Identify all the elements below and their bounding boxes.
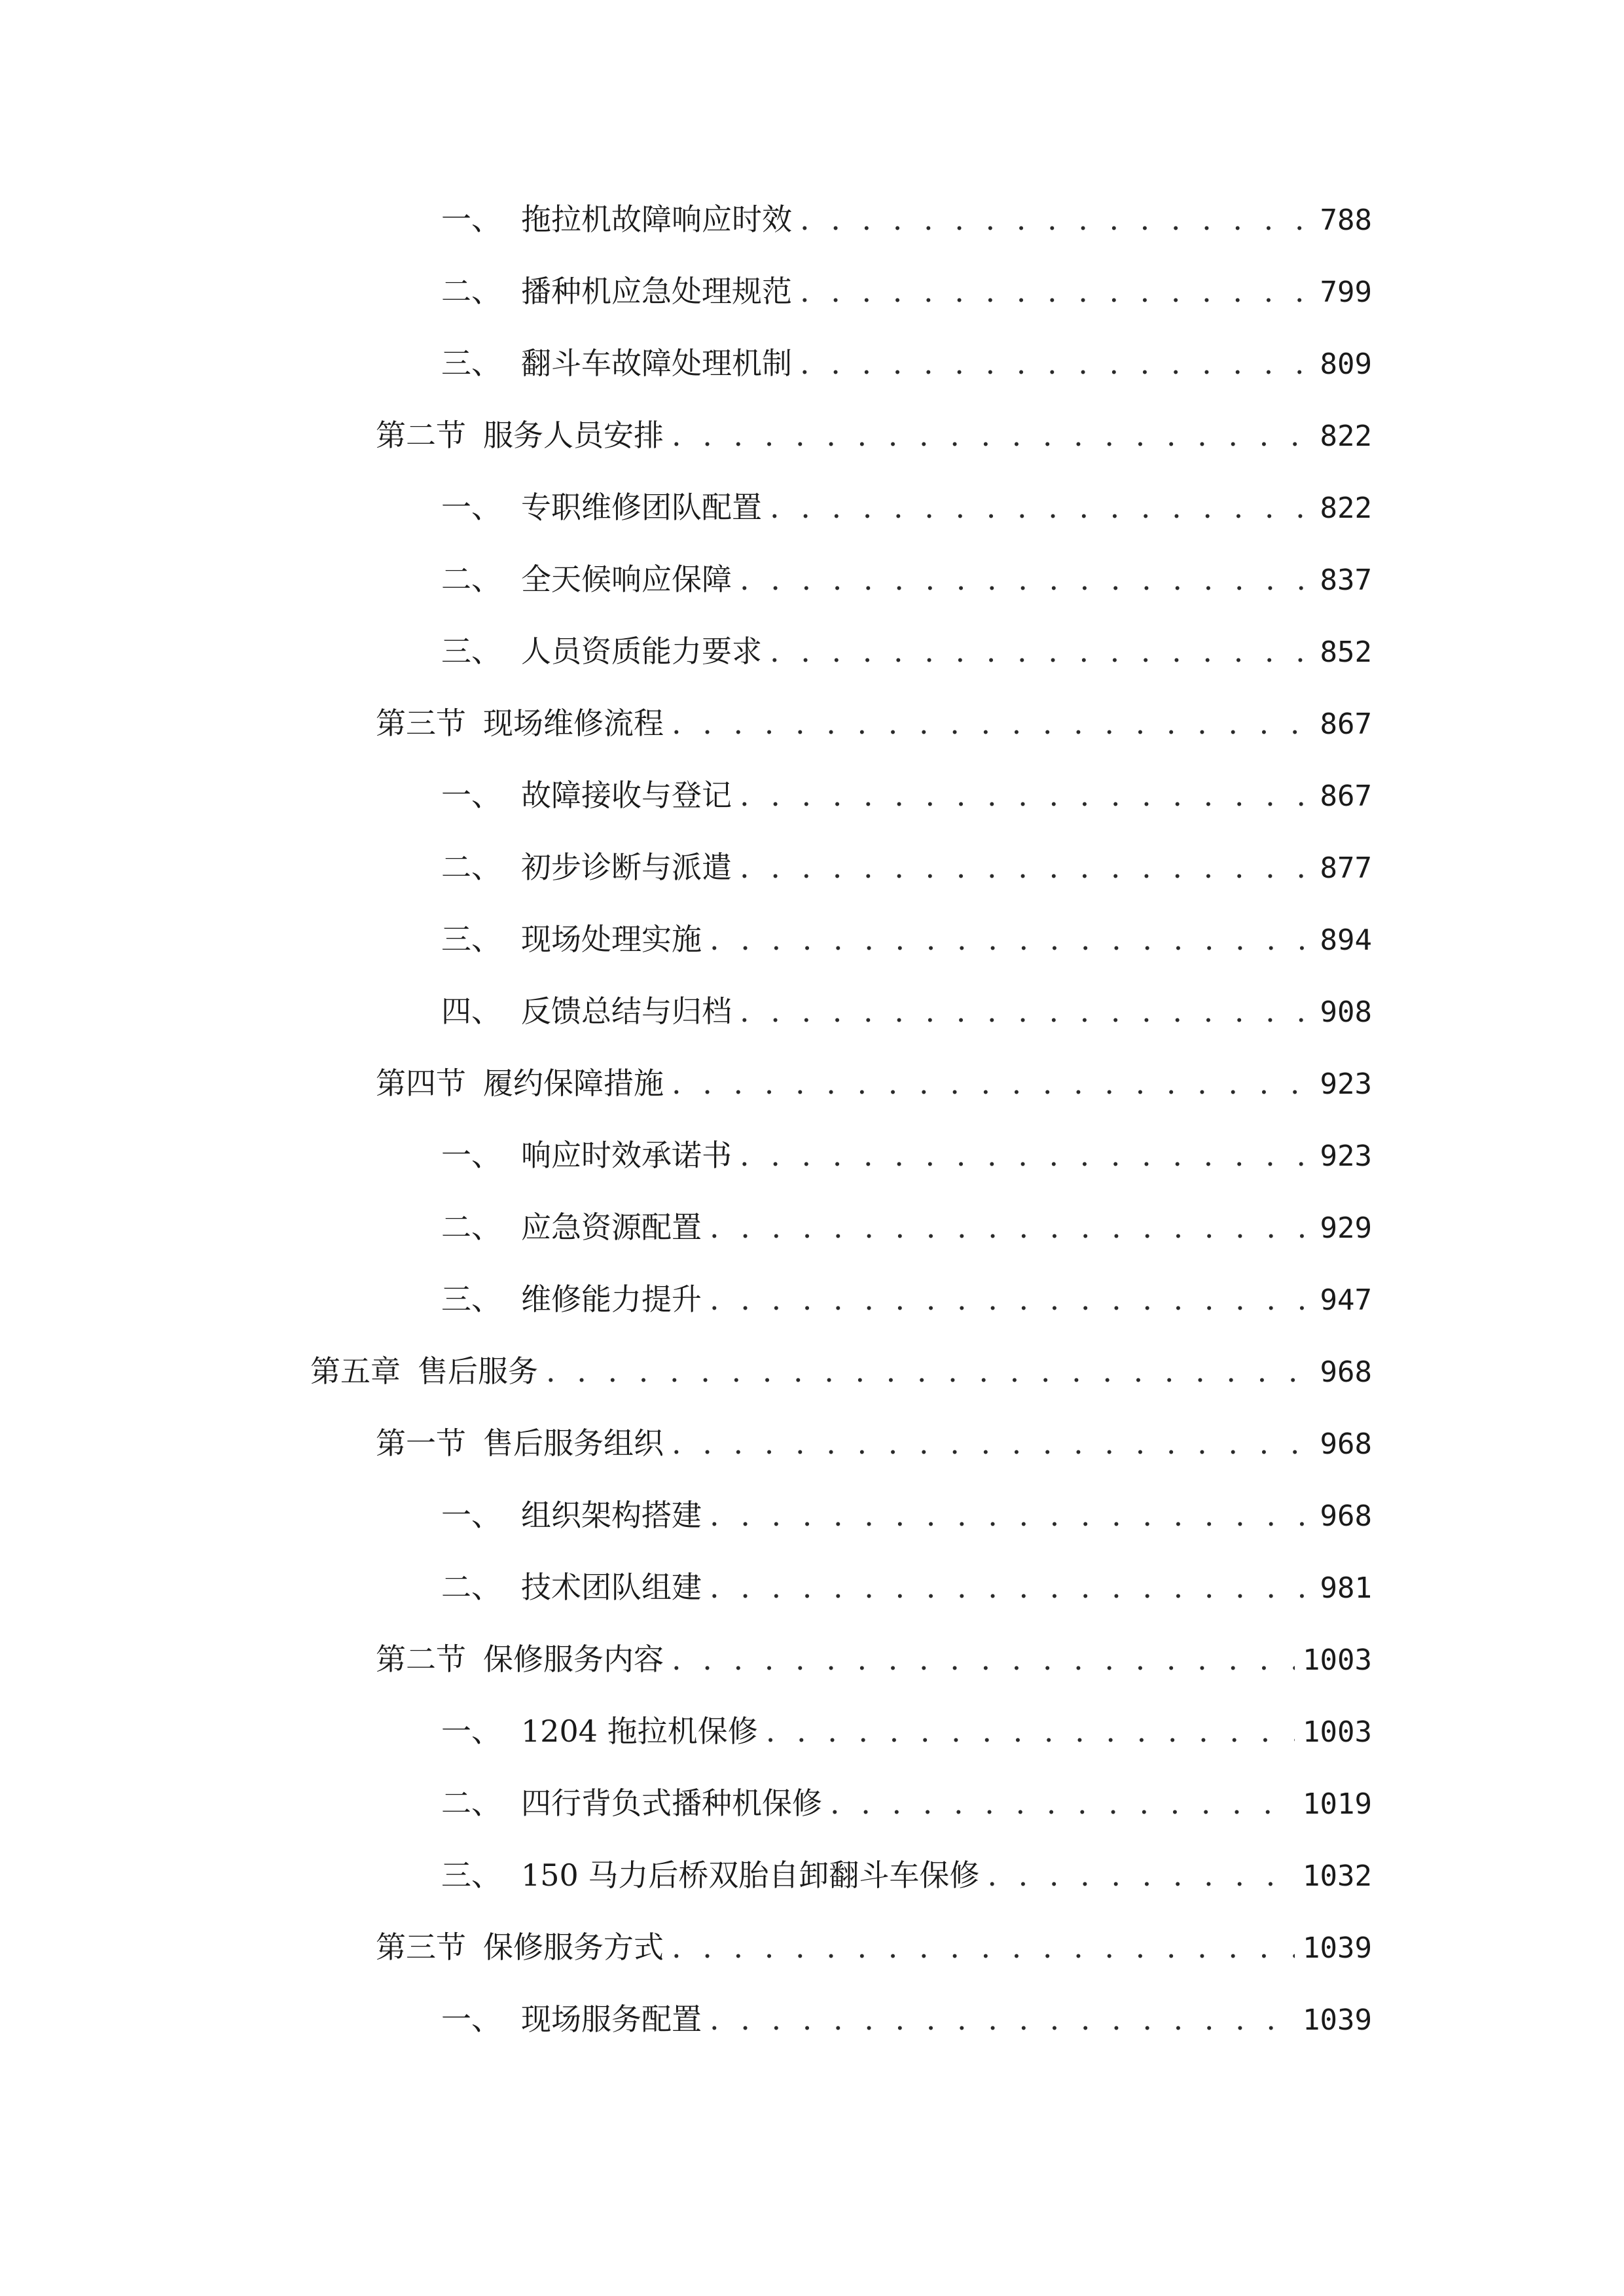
- toc-entry-title: 组织架构搭建: [521, 1498, 702, 1533]
- toc-entry-title: 售后服务组织: [483, 1426, 664, 1461]
- toc-entry[interactable]: [441, 1201, 1372, 1253]
- toc-entry-page: 1032: [1303, 1859, 1372, 1893]
- toc-entry-page: 894: [1320, 924, 1372, 957]
- toc-entry-title: 全天候响应保障: [521, 562, 732, 597]
- toc-entry-number: 二、: [441, 1785, 501, 1821]
- toc-dot-leader: [740, 1129, 1312, 1181]
- toc-entry[interactable]: [441, 913, 1372, 965]
- toc-entry-title: 售后服务: [418, 1354, 538, 1389]
- toc-entry[interactable]: [441, 1849, 1372, 1901]
- toc-entry-number: 一、: [441, 202, 501, 237]
- toc-entry-page: 968: [1320, 1499, 1372, 1533]
- toc-entry[interactable]: [441, 1705, 1372, 1757]
- toc-entry-number: 第三节: [376, 706, 466, 741]
- toc-dot-leader: [740, 985, 1312, 1037]
- toc-dot-leader: [770, 481, 1312, 533]
- toc-entry-page: 788: [1320, 204, 1372, 237]
- toc-entry[interactable]: [441, 841, 1372, 893]
- toc-entry[interactable]: [441, 985, 1372, 1037]
- toc-dot-leader: [800, 337, 1312, 389]
- toc-entry-title: 1204 拖拉机保修: [521, 1713, 758, 1749]
- toc-entry-title: 专职维修团队配置: [521, 490, 762, 525]
- toc-dot-leader: [672, 409, 1312, 461]
- toc-entry-title: 故障接收与登记: [521, 778, 732, 813]
- toc-entry-page: 1039: [1303, 1931, 1372, 1965]
- toc-entry-title: 翻斗车故障处理机制: [521, 346, 792, 381]
- toc-entry-number: 一、: [441, 1498, 501, 1533]
- toc-entry-page: 1003: [1303, 1643, 1372, 1677]
- toc-entry-page: 822: [1320, 420, 1372, 453]
- toc-entry-number: 一、: [441, 1713, 501, 1749]
- toc-entry[interactable]: [376, 1417, 1372, 1469]
- toc-dot-leader: [672, 697, 1312, 749]
- toc-entry[interactable]: [441, 1489, 1372, 1541]
- toc-entry-title: 服务人员安排: [483, 418, 664, 453]
- toc-entry-title: 技术团队组建: [521, 1570, 702, 1605]
- toc-dot-leader: [770, 625, 1312, 677]
- toc-entry-page: 947: [1320, 1283, 1372, 1317]
- toc-entry-number: 三、: [441, 634, 501, 669]
- toc-entry-title: 150 马力后桥双胎自卸翻斗车保修: [521, 1857, 980, 1893]
- toc-dot-leader: [800, 193, 1312, 245]
- toc-entry-page: 923: [1320, 1067, 1372, 1101]
- toc-entry-title: 初步诊断与派遣: [521, 850, 732, 885]
- toc-entry-page: 809: [1320, 348, 1372, 381]
- toc-entry-title: 保修服务内容: [483, 1641, 664, 1677]
- toc-entry-number: 三、: [441, 1282, 501, 1317]
- toc-entry-page: 799: [1320, 276, 1372, 309]
- toc-entry-title: 播种机应急处理规范: [521, 274, 792, 309]
- toc-entry-title: 维修能力提升: [521, 1282, 702, 1317]
- toc-dot-leader: [710, 913, 1312, 965]
- toc-entry-page: 1019: [1303, 1787, 1372, 1821]
- toc-dot-leader: [740, 553, 1312, 605]
- toc-entry-number: 一、: [441, 778, 501, 813]
- toc-entry[interactable]: [441, 1993, 1372, 2045]
- toc-dot-leader: [546, 1345, 1312, 1397]
- toc-entry[interactable]: [376, 1921, 1372, 1973]
- toc-dot-leader: [740, 769, 1312, 821]
- toc-dot-leader: [766, 1705, 1295, 1757]
- toc-entry-number: 二、: [441, 1210, 501, 1245]
- toc-dot-leader: [710, 1993, 1295, 2045]
- toc-entry-page: 837: [1320, 564, 1372, 597]
- toc-dot-leader: [800, 265, 1312, 317]
- toc-entry[interactable]: [441, 769, 1372, 821]
- toc-entry[interactable]: [441, 1777, 1372, 1829]
- toc-entry-number: 二、: [441, 562, 501, 597]
- toc-entry[interactable]: [441, 625, 1372, 677]
- toc-entry-title: 应急资源配置: [521, 1210, 702, 1245]
- toc-entry[interactable]: [376, 1633, 1372, 1685]
- toc-dot-leader: [710, 1201, 1312, 1253]
- toc-entry-number: 四、: [441, 994, 501, 1029]
- toc-dot-leader: [710, 1273, 1312, 1325]
- toc-entry-page: 852: [1320, 636, 1372, 669]
- toc-dot-leader: [710, 1561, 1312, 1613]
- toc-entry-page: 908: [1320, 996, 1372, 1029]
- toc-entry-number: 一、: [441, 1138, 501, 1173]
- toc-entry-page: 1003: [1303, 1715, 1372, 1749]
- toc-entry-title: 四行背负式播种机保修: [521, 1785, 822, 1821]
- toc-dot-leader: [830, 1777, 1295, 1829]
- toc-entry-number: 第三节: [376, 1929, 466, 1965]
- toc-entry[interactable]: [376, 409, 1372, 461]
- toc-entry[interactable]: [441, 481, 1372, 533]
- toc-entry[interactable]: [441, 1561, 1372, 1613]
- toc-entry-page: 968: [1320, 1427, 1372, 1461]
- toc-entry-number: 一、: [441, 2001, 501, 2037]
- toc-entry-number: 第一节: [376, 1426, 466, 1461]
- toc-entry[interactable]: [441, 1129, 1372, 1181]
- toc-dot-leader: [672, 1057, 1312, 1109]
- toc-entry[interactable]: [310, 1345, 1372, 1397]
- toc-entry-page: 867: [1320, 708, 1372, 741]
- toc-entry-number: 第二节: [376, 418, 466, 453]
- toc-dot-leader: [987, 1849, 1295, 1901]
- toc-entry-number: 一、: [441, 490, 501, 525]
- toc-entry-title: 拖拉机故障响应时效: [521, 202, 792, 237]
- toc-entry-title: 反馈总结与归档: [521, 994, 732, 1029]
- toc-entry-number: 三、: [441, 922, 501, 957]
- toc-dot-leader: [672, 1921, 1295, 1973]
- toc-entry-page: 981: [1320, 1571, 1372, 1605]
- toc-entry-title: 人员资质能力要求: [521, 634, 762, 669]
- toc-entry-page: 877: [1320, 852, 1372, 885]
- toc-entry[interactable]: [441, 265, 1372, 317]
- toc-entry[interactable]: [441, 1273, 1372, 1325]
- toc-entry-number: 三、: [441, 346, 501, 381]
- toc-entry-title: 响应时效承诺书: [521, 1138, 732, 1173]
- toc-entry-number: 第四节: [376, 1066, 466, 1101]
- toc-entry-number: 二、: [441, 1570, 501, 1605]
- toc-entry[interactable]: [376, 697, 1372, 749]
- toc-entry-page: 1039: [1303, 2003, 1372, 2037]
- toc-dot-leader: [710, 1489, 1312, 1541]
- toc-entry-number: 第二节: [376, 1641, 466, 1677]
- toc-entry-title: 现场服务配置: [521, 2001, 702, 2037]
- toc-entry-title: 现场维修流程: [483, 706, 664, 741]
- toc-entry-number: 二、: [441, 274, 501, 309]
- toc-entry-page: 968: [1320, 1355, 1372, 1389]
- toc-entry-page: 867: [1320, 780, 1372, 813]
- toc-entry[interactable]: [441, 337, 1372, 389]
- toc-entry[interactable]: [441, 553, 1372, 605]
- toc-entry-title: 履约保障措施: [483, 1066, 664, 1101]
- toc-entry-title: 现场处理实施: [521, 922, 702, 957]
- toc-entry-number: 二、: [441, 850, 501, 885]
- toc-entry-page: 822: [1320, 492, 1372, 525]
- toc-entry-number: 三、: [441, 1857, 501, 1893]
- toc-entry[interactable]: [441, 193, 1372, 245]
- toc-dot-leader: [672, 1417, 1312, 1469]
- toc-entry-page: 923: [1320, 1139, 1372, 1173]
- toc-dot-leader: [672, 1633, 1295, 1685]
- toc-dot-leader: [740, 841, 1312, 893]
- toc-entry-page: 929: [1320, 1211, 1372, 1245]
- toc-entry-title: 保修服务方式: [483, 1929, 664, 1965]
- toc-entry-number: 第五章: [310, 1354, 401, 1389]
- toc-entry[interactable]: [376, 1057, 1372, 1109]
